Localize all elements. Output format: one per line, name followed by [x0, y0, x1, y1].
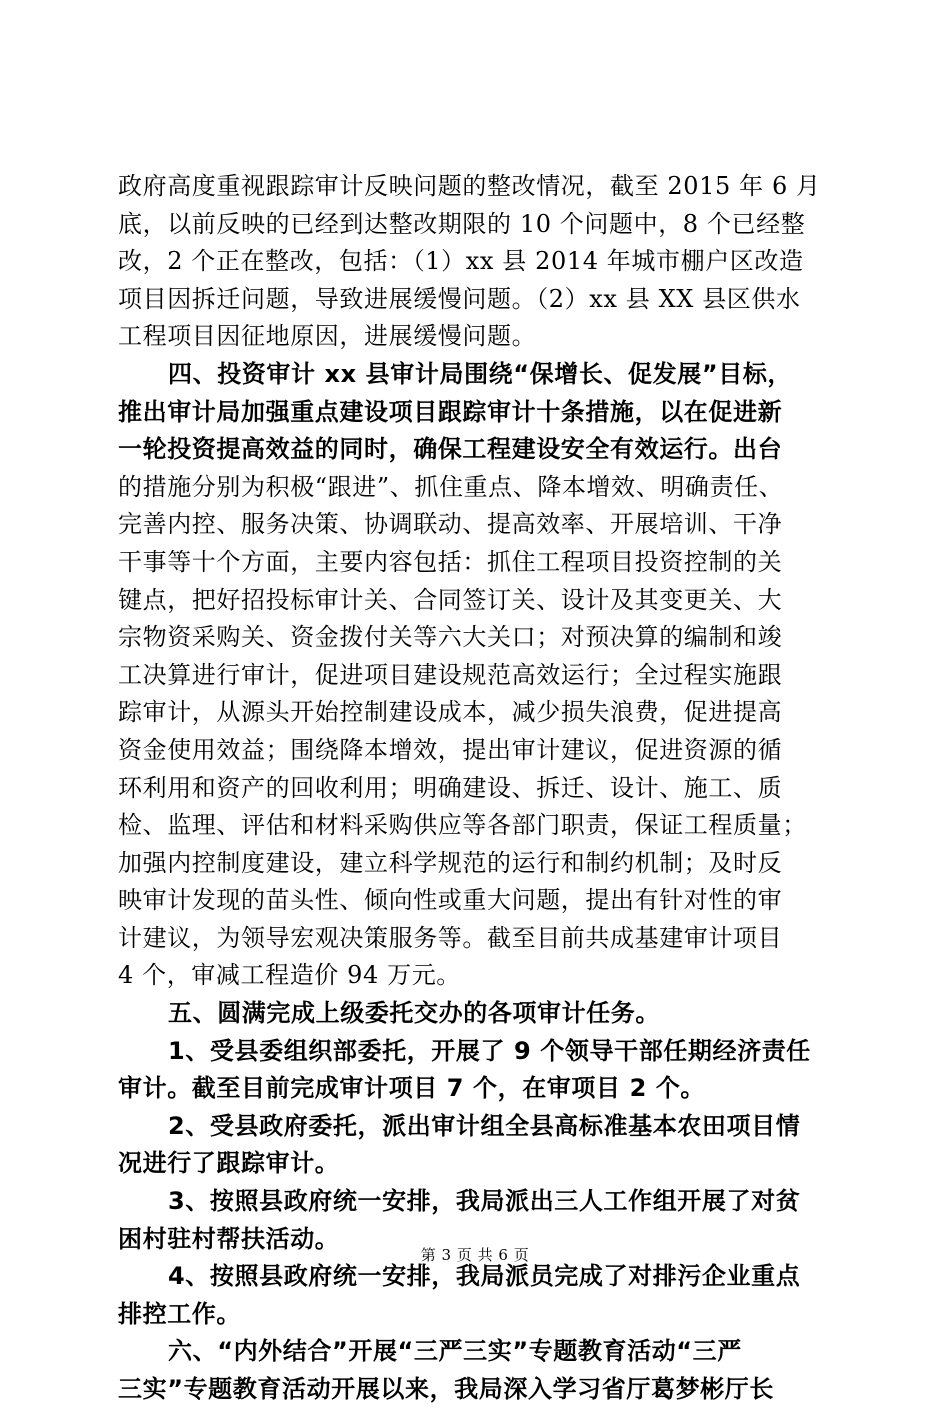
section-heading: 六、“内外结合”开展“三严三实”专题教育活动“三严: [168, 1337, 742, 1366]
page-footer: 第 3 页 共 6 页: [420, 1246, 530, 1264]
text-line: 审计。截至目前完成审计项目 7 个，在审项目 2 个。: [118, 1074, 706, 1103]
text-line: 工决算进行审计，促进项目建设规范高效运行；全过程实施跟: [118, 660, 783, 689]
text-line: 的措施分别为积极“跟进”、抓住重点、降本增效、明确责任、: [118, 472, 784, 501]
list-item: 3、按照县政府统一安排，我局派出三人工作组开展了对贫: [168, 1187, 801, 1216]
body-text: [118, 168, 834, 1409]
text-line: 4 个，审减工程造价 94 万元。: [118, 961, 461, 990]
text-line: 资金使用效益；围绕降本增效，提出审计建议，促进资源的循: [118, 735, 783, 764]
text-line: 一轮投资提高效益的同时，确保工程建设安全有效运行。出台: [118, 435, 783, 464]
list-item: 4、按照县政府统一安排，我局派员完成了对排污企业重点: [168, 1262, 801, 1291]
text-line: 映审计发现的苗头性、倾向性或重大问题，提出有针对性的审: [118, 886, 783, 915]
text-line: 排控工作。: [118, 1299, 241, 1328]
text-line: 项目因拆迁问题，导致进展缓慢问题。（2）xx 县 XX 县区供水: [118, 284, 801, 313]
text-line: 宗物资采购关、资金拨付关等六大关口；对预决算的编制和竣: [118, 623, 783, 652]
text-line: 困村驻村帮扶活动。: [118, 1224, 340, 1253]
text-line: 干事等十个方面，主要内容包括：抓住工程项目投资控制的关: [118, 547, 783, 576]
section-heading: 五、圆满完成上级委托交办的各项审计任务。: [168, 999, 660, 1028]
text-line: 计建议，为领导宏观决策服务等。截至目前共成基建审计项目: [118, 923, 783, 952]
text-line: 加强内控制度建设，建立科学规范的运行和制约机制；及时反: [118, 848, 783, 877]
text-line: 改，2 个正在整改，包括：（1）xx 县 2014 年城市棚户区改造: [118, 247, 804, 276]
text-line: 况进行了跟踪审计。: [118, 1149, 340, 1178]
text-line: 键点，把好招投标审计关、合同签订关、设计及其变更关、大: [118, 585, 783, 614]
text-line: 踪审计，从源头开始控制建设成本，减少损失浪费，促进提高: [118, 698, 783, 727]
text-line: 推出审计局加强重点建设项目跟踪审计十条措施，以在促进新: [118, 397, 783, 426]
text-line: 环利用和资产的回收利用；明确建设、拆迁、设计、施工、质: [118, 773, 783, 802]
section-heading: 四、投资审计 xx 县审计局围绕“保增长、促发展”目标，: [168, 359, 793, 388]
list-item: 1、受县委组织部委托，开展了 9 个领导干部任期经济责任: [168, 1036, 811, 1065]
text-line: 检、监理、评估和材料采购供应等各部门职责，保证工程质量；: [118, 811, 807, 840]
text-line: 完善内控、服务决策、协调联动、提高效率、开展培训、干净: [118, 510, 783, 539]
text-line: 三实”专题教育活动开展以来，我局深入学习省厅葛梦彬厅长: [118, 1375, 774, 1403]
text-line: 政府高度重视跟踪审计反映问题的整改情况，截至 2015 年 6 月: [118, 172, 821, 200]
list-item: 2、受县政府委托，派出审计组全县高标准基本农田项目情: [168, 1111, 801, 1140]
text-line: 工程项目因征地原因，进展缓慢问题。: [118, 322, 537, 351]
text-line: 底，以前反映的已经到达整改期限的 10 个问题中，8 个已经整: [118, 209, 806, 238]
